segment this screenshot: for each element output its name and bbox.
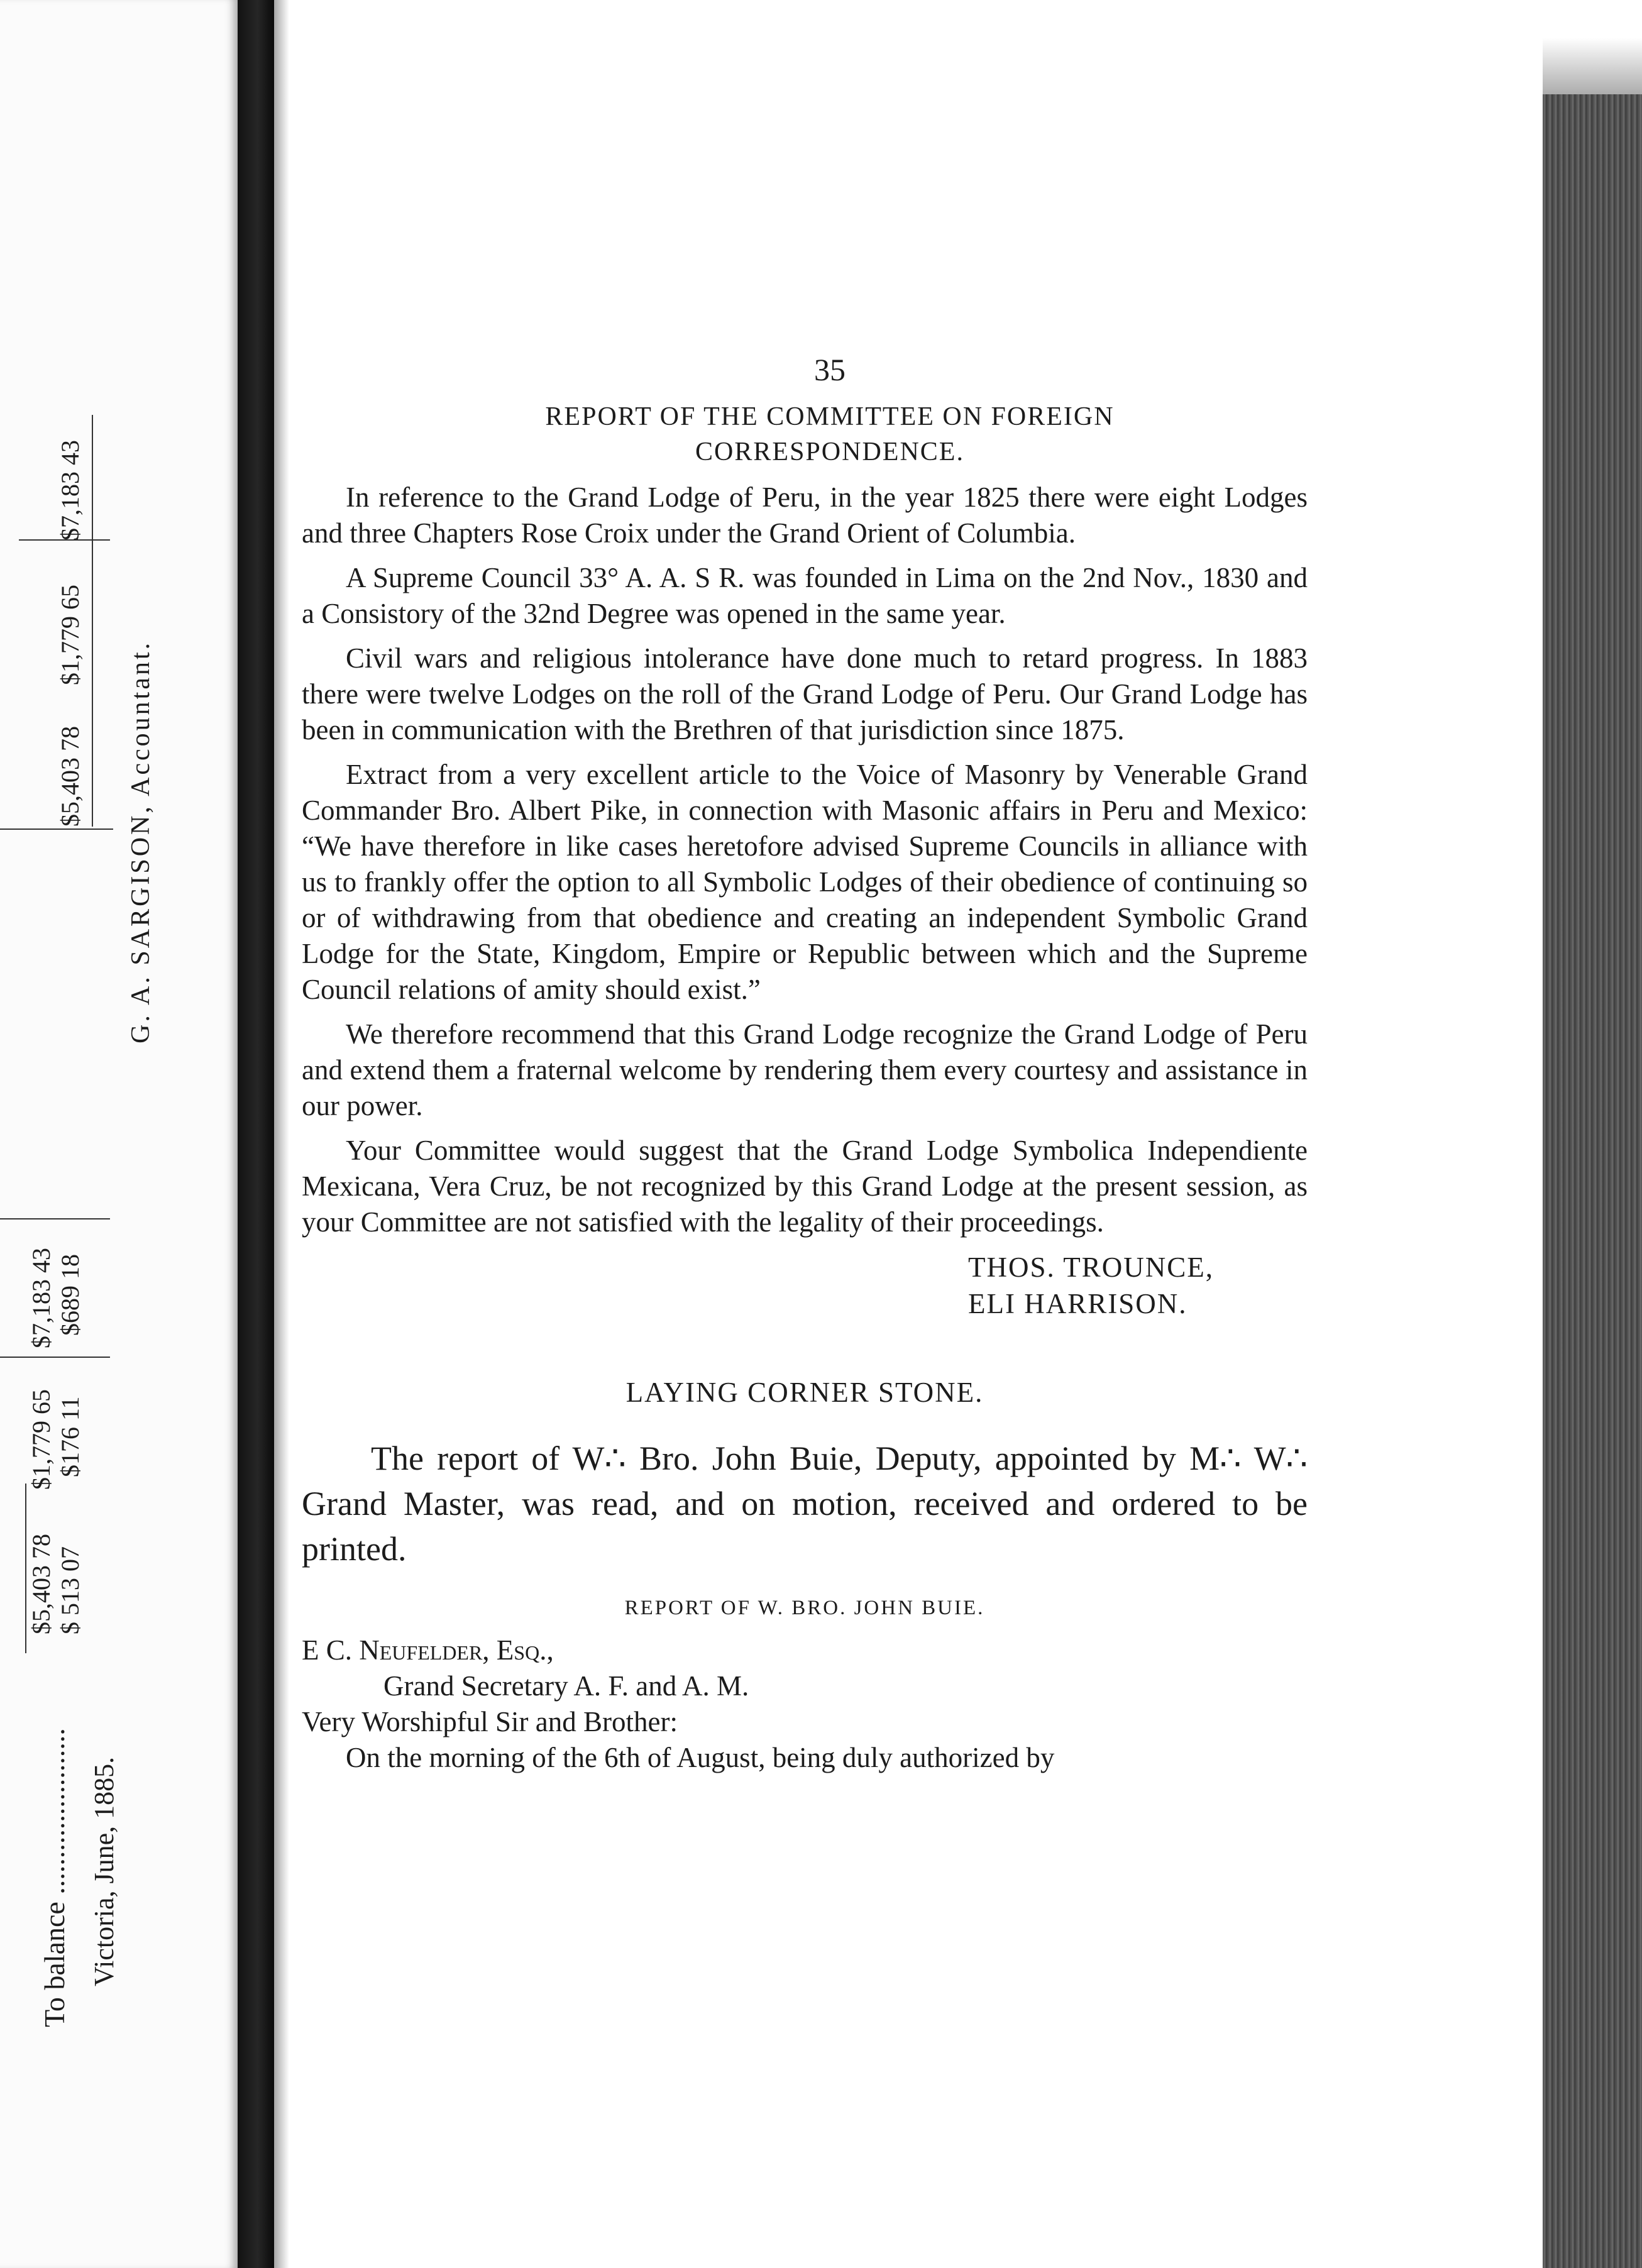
ledger-lower-total-3b: $689 18 [56,1254,84,1336]
paragraph-3: Civil wars and religious intolerance have done much to retard progress. In 1883 there were twelve Lodges on the roll of the Grand Lodge of Peru. Our Grand Lodge has been in communication with the Brethren of that jurisdiction since 1875. [302,642,1308,746]
ledger-lower-total-3a: $7,183 43 [27,1248,55,1348]
signatory-1: THOS. TROUNCE, [968,1252,1214,1283]
letter-opening: On the morning of the 6th of August, being duly authorized by [346,1742,1055,1773]
addressee-title: Grand Secretary A. F. and A. M. [383,1670,749,1702]
paragraph-2: A Supreme Council 33° A. A. S R. was founded in Lima on the 2nd Nov., 1830 and a Consistory of the 32nd Degree was opened in the same year. [302,562,1308,629]
addressee: E C. Neufelder, Esq., [302,1634,554,1666]
page-gutter [238,0,274,2268]
paragraph-6: Your Committee would suggest that the Grand Lodge Symbolica Independiente Mexicana, Vera Cruz, be not recognized by this Grand Lodge at the present session, as your Committee are not satisfied with the legality of their proceedings. [302,1135,1308,1238]
ledger-rule [92,415,93,827]
ledger-lower-total-1a: $5,403 78 [27,1534,55,1634]
left-page [0,0,238,2268]
report-heading: REPORT OF THE COMMITTEE ON FOREIGN CORRESPONDENCE. [545,402,1115,466]
ledger-total-1: $5,403 78 [56,726,84,827]
signatory-2: ELI HARRISON. [968,1288,1187,1319]
page-edge [1543,94,1642,2268]
ledger-rule [0,828,113,830]
salutation: Very Worshipful Sir and Brother: [302,1706,678,1737]
ledger-lower-total-2b: $176 11 [56,1396,84,1477]
accountant-signature: G. A. SARGISON, Accountant. [126,640,155,1043]
section-heading: LAYING CORNER STONE. [625,1377,984,1408]
ledger-rule [0,1218,110,1219]
ledger-lower-total-2a: $1,779 65 [27,1389,55,1490]
ledger-balance-line: To balance ....................... [38,1728,70,2027]
page-number: 35 [814,352,846,387]
ledger-total-3: $7,183 43 [56,440,84,541]
paragraph-1: In reference to the Grand Lodge of Peru, in the year 1825 there were eight Lodges and three Chapters Rose Croix under the Grand Orient of Columbia. [302,482,1308,549]
page-content [302,352,1308,1785]
ledger-date: Victoria, June, 1885. [89,1756,119,1986]
ledger-rule [0,1357,110,1358]
ledger-total-2: $1,779 65 [56,585,84,685]
intro-paragraph: The report of W∴ Bro. John Buie, Deputy, appointed by M∴ W∴ Grand Master, was read, and on motion, received and ordered to be printed. [302,1440,1308,1568]
sub-heading: REPORT OF W. BRO. JOHN BUIE. [624,1597,985,1619]
paragraph-4: Extract from a very excellent article to the Voice of Masonry by Venerable Grand Commander Bro. Albert Pike, in connection with Masonic affairs in Peru and Mexico: “We have therefore in like cases heretofore advised Supreme Councils in alliance with us to frankly offer the option to all Symbolic Lodges of their obedience of continuing so or of withdrawing from that obedience and creating an independent Symbolic Grand Lodge for the State, Kingdom, Empire or Republic between which and the Supreme Council relations of amity should exist.” [302,759,1308,1005]
fold-shadow [274,0,289,2268]
ledger-lower-total-1b: $ 513 07 [56,1546,84,1634]
paragraph-5: We therefore recommend that this Grand Lodge recognize the Grand Lodge of Peru and extend them a fraternal welcome by rendering them every courtesy and assistance in our power. [302,1018,1308,1121]
